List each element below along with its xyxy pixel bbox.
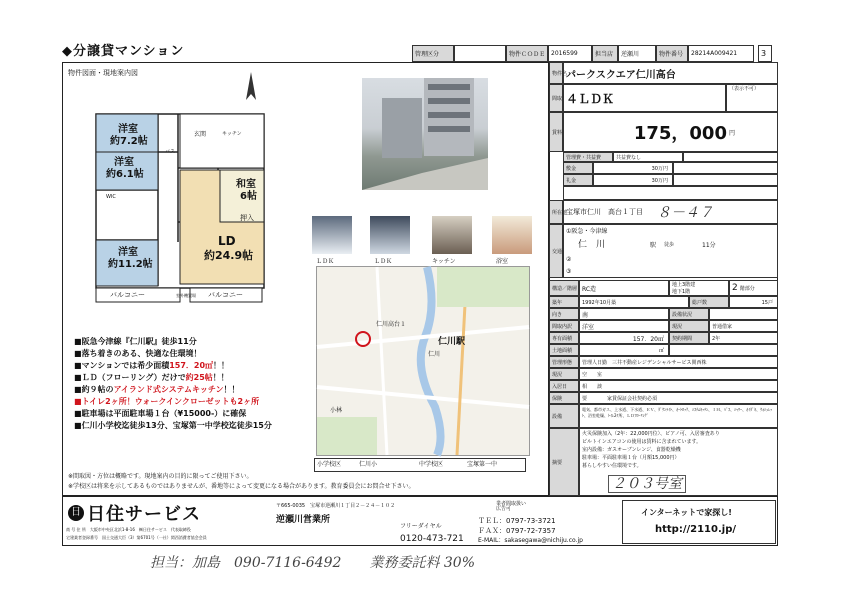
company-logo [68, 500, 201, 526]
map-label-area: 仁川高台１ [376, 321, 407, 328]
structure-floor-no: 2 [732, 283, 738, 293]
location-map [316, 266, 530, 456]
junior-label: 中学校区 [419, 461, 444, 468]
transport-minutes-1: 11分 [702, 242, 716, 249]
row-4-blank [669, 344, 778, 356]
branch-value: 逆瀬川 [618, 45, 656, 62]
built-label: 築年 [549, 296, 579, 308]
property-number-value: 28214A009421 [688, 45, 754, 62]
photo-label-4: 浴室 [496, 258, 509, 265]
management-label: 管理形態 [549, 356, 579, 368]
remarks-label: 摘要 [549, 428, 579, 496]
row-2-r2: 普通借家 [709, 320, 778, 332]
structure-floor-unit: 階部分 [739, 285, 755, 292]
fee-label: 管理費・共益費 [563, 152, 613, 162]
key-money-blank [673, 174, 778, 186]
rent-value: 175，000 [633, 123, 727, 144]
remark-4: 駐車場：平面駐車場１台（月額15,000円） [582, 455, 680, 461]
move-in-label: 入居日 [549, 380, 579, 392]
deposit-value: 30万円 [593, 162, 673, 174]
north-arrow-icon [242, 72, 260, 102]
property-code-label: 物件ＣＯＤＥ [506, 45, 548, 62]
property-name: パークスクエア仁川高台 [563, 62, 778, 84]
room-4-size: 約24.9帖 [204, 249, 254, 262]
rent-label: 賃料 [549, 112, 563, 152]
structure-value: RC造 [579, 280, 669, 296]
remarks-box [579, 428, 778, 496]
layout-note: （表示不可） [726, 84, 778, 112]
fax: ＦＡＸ：0797-72-7357 [478, 527, 556, 535]
address-value: 宝塚市仁川 高台１丁目 [566, 208, 643, 216]
room-3-name: 和室 [236, 179, 256, 190]
elementary-value: 仁川小 [359, 461, 378, 468]
mgmt-class-label: 管理区分 [412, 45, 454, 62]
name-label: 物件名 [549, 62, 563, 84]
key-money-label: 礼金 [563, 174, 593, 186]
key-money-value: 30万円 [593, 174, 673, 186]
note-2: ※学校区は将来を示してあるものではありませんが、番地等によって変更になる場合があります。教育委員会にお問合せ下さい。 [68, 483, 415, 490]
page-number: 3 [758, 45, 772, 62]
junior-value: 宝塚第一中 [467, 461, 498, 468]
balcony-2: バルコニー [208, 291, 243, 299]
rent-unit: 円 [728, 129, 735, 137]
room-5-name: 洋室 [118, 247, 138, 258]
floorplan-label-wic: WIC [106, 194, 116, 200]
freedial-number: 0120-473-721 [400, 534, 464, 544]
room-5-size: 約11.2帖 [108, 259, 153, 270]
mgmt-class-value [454, 45, 506, 62]
tel: ＴＥＬ：0797-73-3721 [478, 517, 556, 525]
facilities-value: 電気、都市ガス、上水道、下水道、ＥＶ、ﾀﾞｳﾝﾗｲﾄ、ｵｰﾄﾛｯｸ、ｼｽﾃﾑｷｯﾁﾝ、ＩＨ、ﾊﾞｽ、ｼｬﾜｰ、ｵｲﾀﾞｷ、ｳｫｼｭﾚｯﾄ、浴室乾燥、ﾄｲﾚ2ｹ所、ＬＤﾌﾛｰﾘﾝｸﾞ [579, 404, 778, 428]
section-title: 物件図面・現地案内図 [68, 69, 138, 77]
license-1: 商 号 住 所 大阪市中央区北浜1-8-16 ㈱日住サービス 代表取締役 [66, 527, 191, 532]
row-2-value: 洋室 [579, 320, 669, 332]
floorplan-label-kitchen: キッチン [222, 131, 242, 137]
deposit-label: 敷金 [563, 162, 593, 174]
row-3-r2: 2年 [709, 332, 778, 344]
structure-floor-box [729, 280, 778, 296]
school-district [314, 458, 526, 472]
transport-station-1: 仁 川 [578, 240, 606, 250]
transport-line-3: ③ [566, 268, 572, 275]
photo-label-2: ＬＤＫ [374, 258, 393, 265]
license-2: 宅建業者登録番号 国土交通大臣（3）第6701号（一社）関西消費者協会会員 [66, 535, 207, 540]
photo-label-1: ＬＤＫ [316, 258, 335, 265]
row-3-label: 専有面積 [549, 332, 579, 344]
layout-label: 間取 [549, 84, 563, 112]
photo-label-3: キッチン [432, 258, 456, 265]
map-label-area-3: 小林 [330, 407, 343, 414]
map-label-station: 仁川駅 [438, 337, 466, 347]
row-3-value: 157．20㎡ [579, 332, 669, 344]
balcony-1: バルコニー [110, 291, 145, 299]
room-1-name: 洋室 [118, 124, 138, 135]
room-2-size: 約6.1帖 [106, 169, 144, 180]
floorplan-label-closet: 押入 [240, 214, 254, 222]
address-label: 所在地 [549, 200, 563, 224]
move-in-value: 相 談 [579, 380, 778, 392]
web-banner [622, 500, 776, 544]
fee-blank [683, 152, 778, 162]
layout-value: ４ＬＤＫ [563, 84, 726, 112]
fee-value: 共益費なし [613, 152, 683, 162]
header-fields [412, 45, 772, 62]
remark-5: 暮らしやすい住環境です。 [582, 463, 642, 469]
row-2-r1: 現況 [669, 320, 709, 332]
company-name: 日住サービス [87, 504, 201, 525]
transport-walk-label-1: 駅 [650, 242, 657, 249]
current-value: 空 室 [579, 368, 778, 380]
floorplan-label-bath: バス [165, 149, 176, 155]
property-number-label: 物件番号 [656, 45, 688, 62]
feature-4: ■ＬＤ（フローリング）だけで約25帖！！ [74, 373, 229, 382]
row-1-label: 向き [549, 308, 579, 320]
freedial-label: フリーダイヤル [400, 523, 442, 530]
row-1-value: 南 [579, 308, 669, 320]
property-code-value: 2016599 [548, 45, 592, 62]
photo-ldk-1 [312, 216, 352, 254]
feature-6: ■トイレ2ヶ所！ウォークインクローゼットも2ヶ所 [74, 397, 260, 406]
transport-walk-1: 徒歩 [664, 242, 675, 248]
email: E-MAIL：sakasegawa@nichiju.co.jp [478, 537, 583, 544]
transport-label: 交通 [549, 224, 563, 278]
outdoor-unit-label: 室外機置場 [176, 293, 196, 298]
insurance-label: 保険 [549, 392, 579, 404]
deposit-spacer [563, 186, 778, 200]
structure-label: 構造／階層 [549, 280, 579, 296]
rent-box [563, 112, 778, 152]
doc-title: ◆分譲貸マンション [62, 44, 185, 59]
row-1-r2 [709, 308, 778, 320]
branch-label: 担当店 [592, 45, 618, 62]
transport-line-2: ② [566, 256, 572, 263]
transport-line-1: ①阪急・今津線 [566, 228, 608, 235]
feature-2: ■落ち着きのある、快適な住環境！ [74, 349, 202, 358]
photo-bath [492, 216, 532, 254]
photo-kitchen [432, 216, 472, 254]
room-1-size: 約7.2帖 [110, 136, 148, 147]
elementary-label: 小学校区 [317, 461, 342, 468]
building-photo-shapes [362, 78, 488, 190]
feature-1: ■阪急今津線『仁川駅』徒歩11分 [74, 337, 197, 346]
map-label-area-2: 仁川 [428, 351, 441, 358]
row-2-label: 間取内訳 [549, 320, 579, 332]
floorplan-label-entrance: 玄関 [194, 131, 207, 138]
remark-3: 室内設備：ガスオーブンレンジ、食器乾燥機 [582, 447, 681, 453]
current-label: 現況 [549, 368, 579, 380]
room-2-name: 洋室 [114, 157, 134, 168]
branch-name: 逆瀬川営業所 [276, 515, 331, 525]
feature-5: ■約９帖のアイランド式システムキッチン！！ [74, 385, 240, 394]
address-box [563, 200, 778, 224]
transport-box [563, 224, 778, 278]
built-value: 1992年10月築 [579, 296, 689, 308]
deposit-blank [673, 162, 778, 174]
photo-ldk-2 [370, 216, 410, 254]
stamp-text: 業者間取扱い 広告可 [496, 501, 527, 512]
facilities-label: 設備 [549, 404, 579, 428]
room-3-size: 6帖 [240, 191, 257, 202]
logo-mark-icon: 日 [68, 505, 84, 521]
remarks-handwritten: ２０３号室 [608, 475, 686, 493]
feature-3: ■マンションでは希少面積157．20㎡！！ [74, 361, 230, 370]
row-4-label: 土地面積 [549, 344, 579, 356]
row-1-r1: 設備状況 [669, 308, 709, 320]
remark-1: 火災保険加入（2年：22,000円位）、ピアノ可、入居審査あり [582, 431, 720, 437]
feature-7: ■駐車場は平面駐車場１台（¥15000-）に確保 [74, 409, 247, 418]
web-text: インターネットで家探し! [641, 508, 732, 517]
web-url[interactable]: http://2110.jp/ [655, 524, 737, 535]
room-4-name: LD [218, 234, 236, 248]
row-3-r1: 契約期間 [669, 332, 709, 344]
units-label: 総戸数 [689, 296, 729, 308]
row-4-value: ㎡ [579, 344, 669, 356]
handwritten-contact: 担当：加島 090-7116-6492 業務委託料 30% [150, 555, 476, 571]
structure-floors: 地上3階建 地下1階 [669, 280, 729, 296]
units-value: 15戸 [729, 296, 778, 308]
company-postal: 〒665-0035 宝塚市逆瀬川１丁目２－２４－１０２ [276, 503, 396, 509]
management-value: 管理人日勤 三井不動産レジデンシャルサービス関西株 [579, 356, 778, 368]
remark-2: ビルトインエアコンの使用は賃料に含まれています。 [582, 439, 702, 445]
address-handwritten: ８－４７ [657, 205, 713, 221]
insurance-value: 要 家賃保証会社契約必須 [579, 392, 778, 404]
feature-8: ■仁川小学校迄徒歩13分、宝塚第一中学校迄徒歩15分 [74, 421, 272, 430]
note-1: ※間取図・方位は概略です。現地案内の目的に限ってご使用下さい。 [68, 473, 253, 480]
